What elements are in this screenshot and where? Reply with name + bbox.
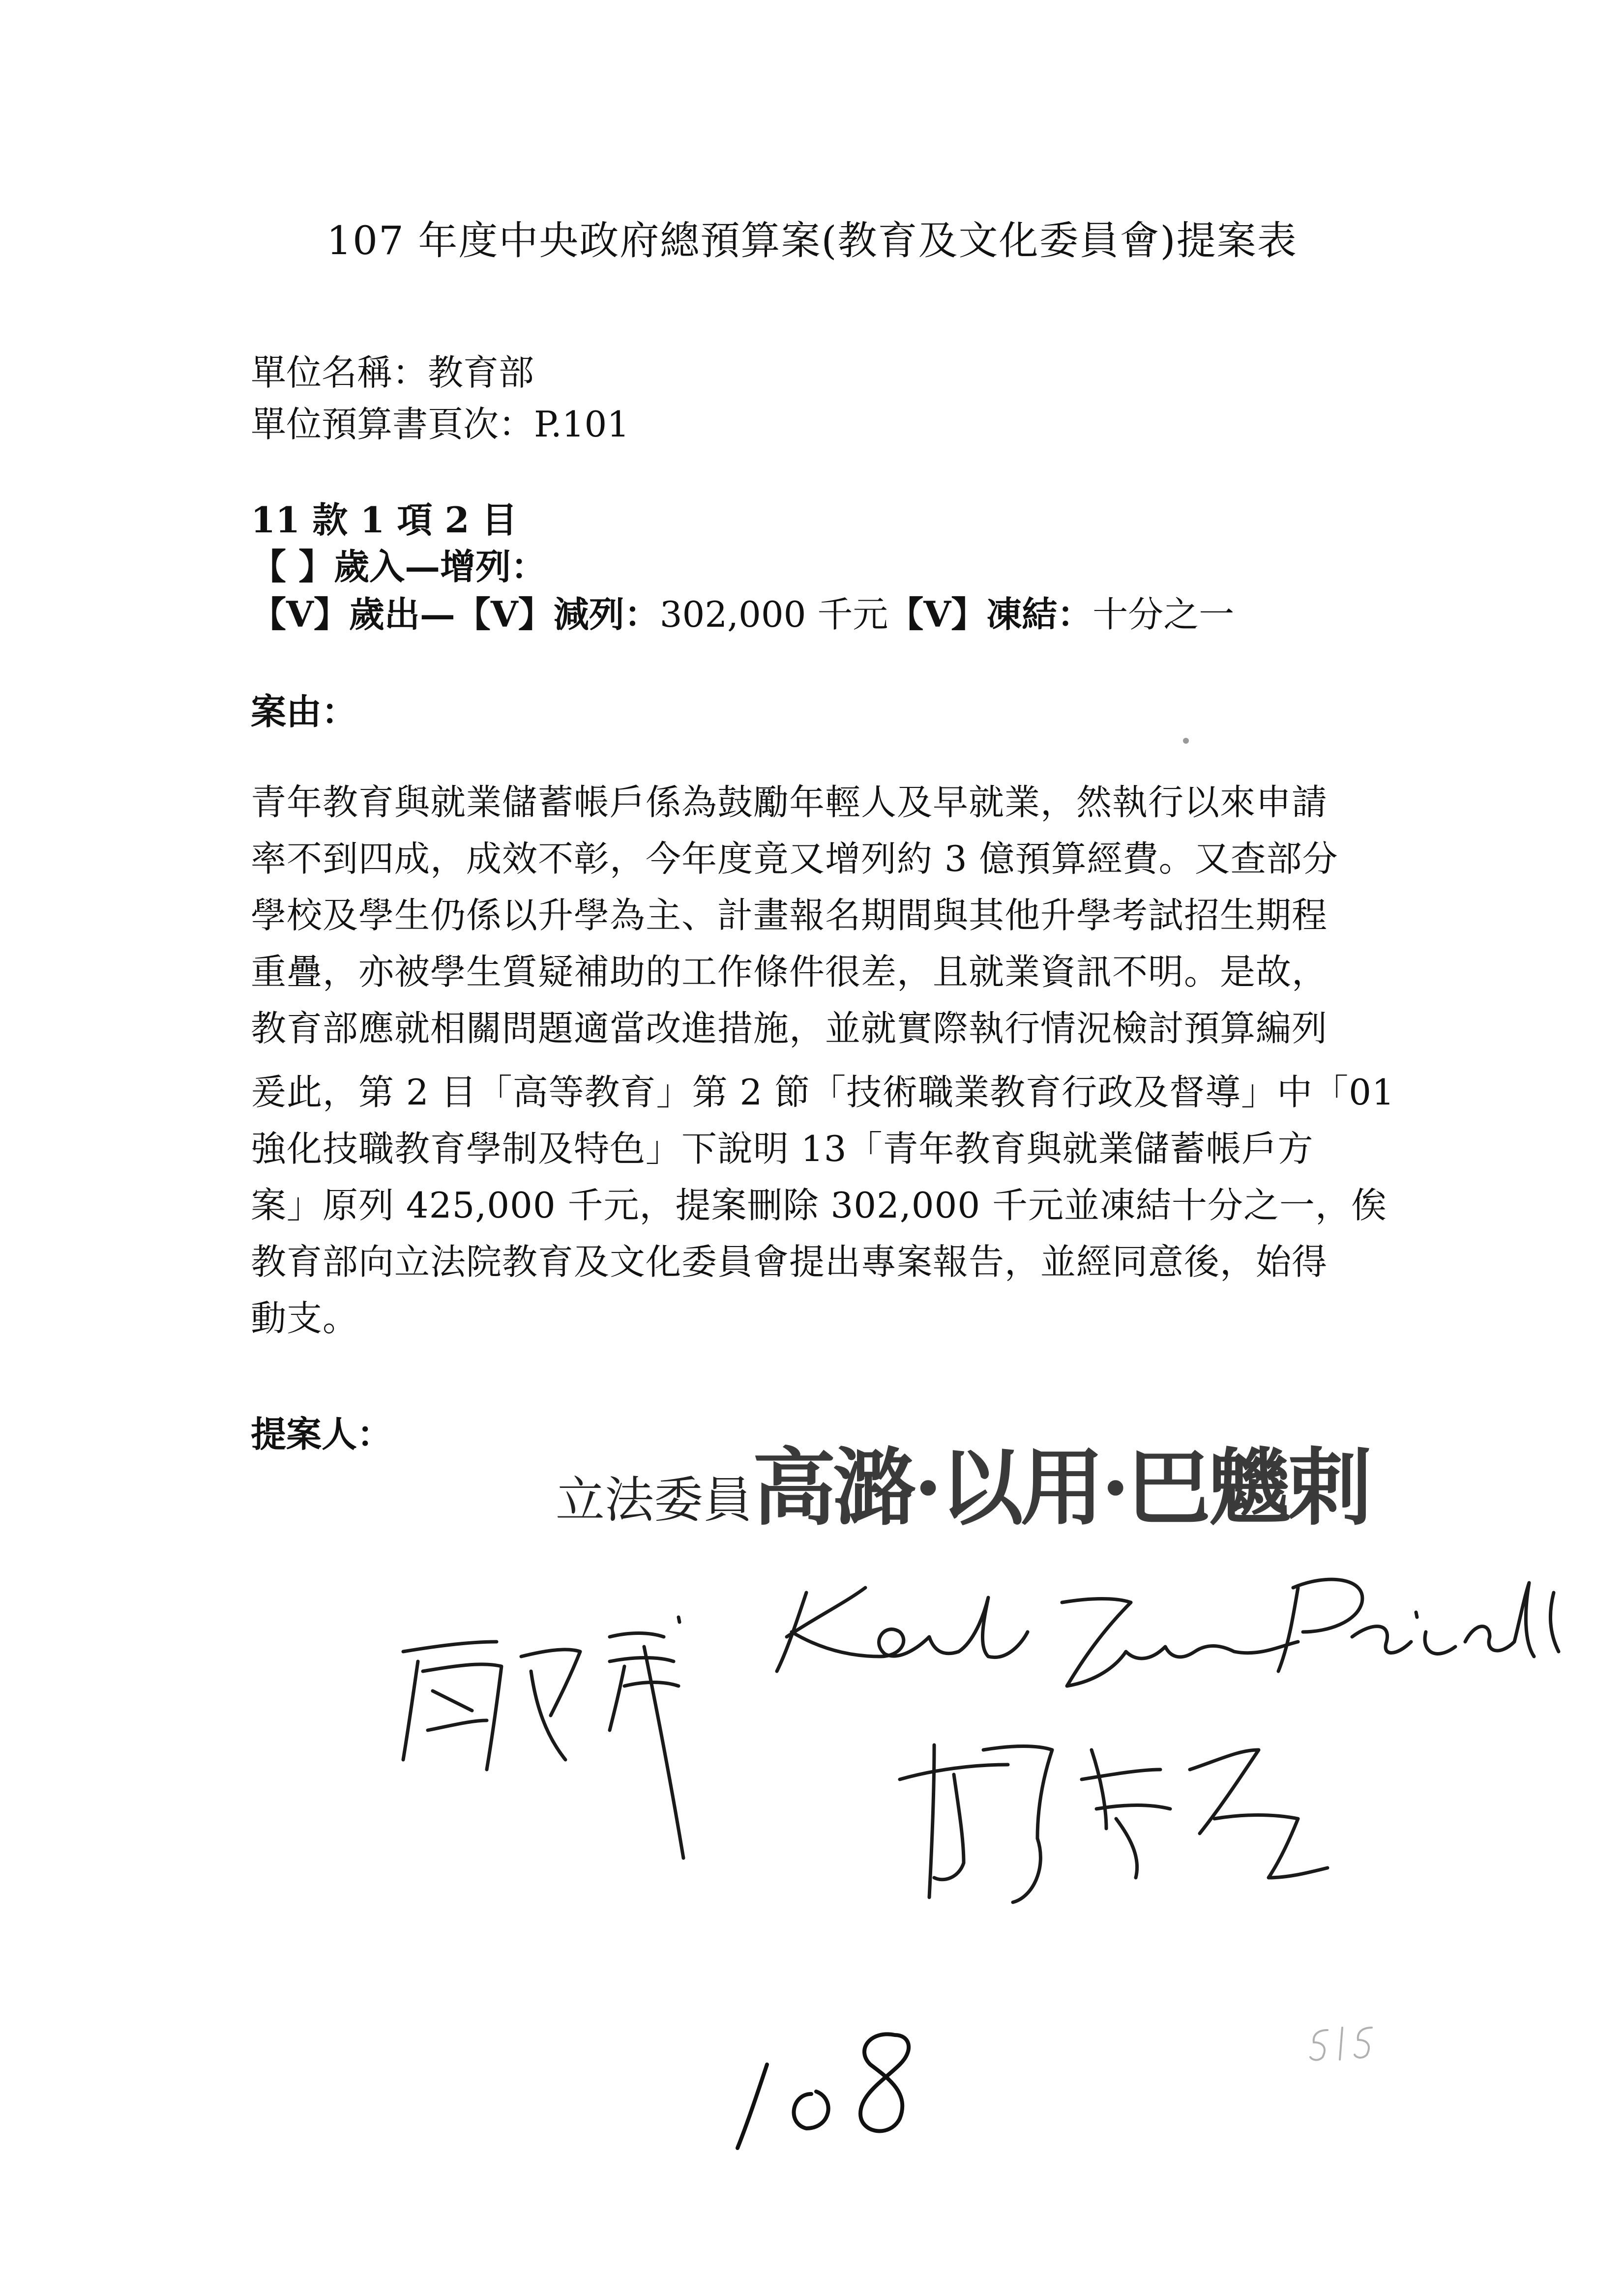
stamp-name: 高潞·以用·巴魕剌 (752, 1439, 1369, 1537)
paragraph-line: 爰此，第 2 目「高等教育」第 2 節「技術職業教育行政及督導」中「01 (251, 1072, 1395, 1113)
expenditure-prefix: 【V】歲出—【V】減列： (251, 593, 660, 635)
paragraph-line: 強化技職教育學制及特色」下說明 13「青年教育與就業儲蓄帳戶方 (251, 1128, 1314, 1169)
unit-name: 單位名稱：教育部 (251, 352, 534, 393)
small-mark (1310, 2028, 1372, 2060)
reason-heading: 案由： (251, 691, 357, 732)
signature-chinese-left (403, 1633, 683, 1859)
expenditure-amount: 302,000 千元 (659, 594, 888, 635)
paragraph-line: 學校及學生仍係以升學為主、計畫報名期間與其他升學考試招生期程 (251, 895, 1328, 936)
paragraph-line: 教育部向立法院教育及文化委員會提出專案報告，並經同意後，始得 (251, 1241, 1328, 1282)
freeze-prefix: 【V】凍結： (888, 593, 1093, 635)
scan-dot (1183, 738, 1189, 744)
paragraph-line: 率不到四成，成效不彰，今年度竟又增列約 3 億預算經費。又查部分 (251, 838, 1338, 879)
unit-budget-page: 單位預算書頁次：P.101 (251, 404, 630, 445)
freeze-amount: 十分之一 (1093, 594, 1235, 635)
revenue-line: 【 】歲入—增列： (251, 546, 547, 587)
page-number-handwritten (738, 2034, 909, 2148)
paragraph-line: 動支。 (251, 1298, 359, 1339)
paragraph-line: 教育部應就相關問題適當改進措施，並就實際執行情況檢討預算編列 (251, 1008, 1328, 1049)
item-code: 11 款 1 項 2 目 (251, 499, 517, 541)
stamp-label: 立法委員 (556, 1471, 752, 1529)
proposer-label: 提案人： (251, 1413, 393, 1455)
paragraph-line: 重疊，亦被學生質疑補助的工作條件很差，且就業資訊不明。是故， (251, 951, 1328, 992)
paragraph-line: 案」原列 425,000 千元，提案刪除 302,000 千元並凍結十分之一，俟 (251, 1185, 1388, 1226)
signature-chinese-bottom (900, 1745, 1328, 1902)
signature-latin (679, 1579, 1559, 1686)
document-title: 107 年度中央政府總預算案(教育及文化委員會)提案表 (326, 218, 1298, 263)
paragraph-line: 青年教育與就業儲蓄帳戶係為鼓勵年輕人及早就業，然執行以來申請 (251, 782, 1328, 823)
